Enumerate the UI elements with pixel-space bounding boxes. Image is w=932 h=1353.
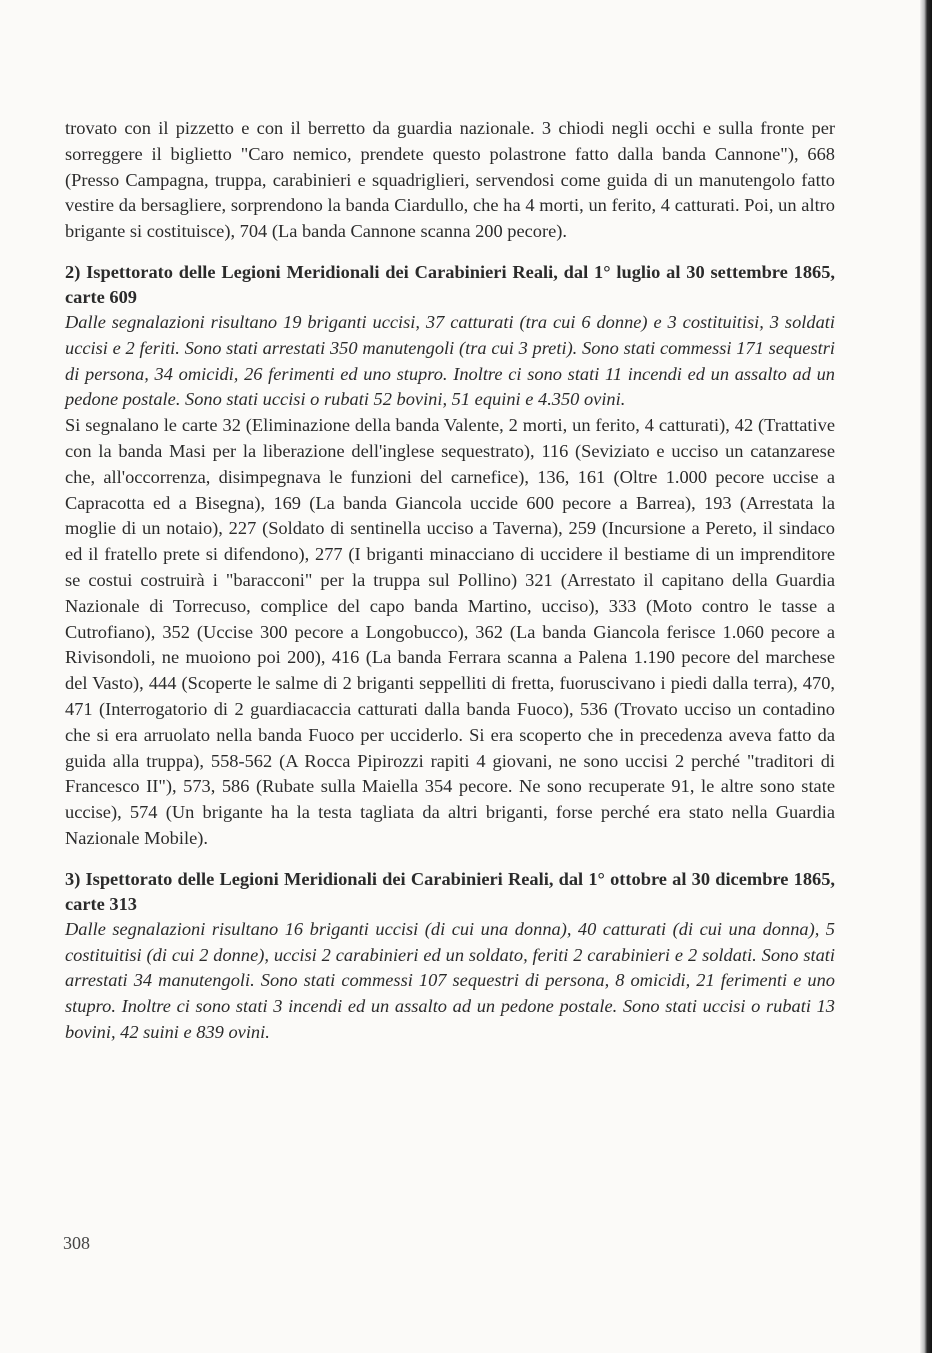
page-text xyxy=(65,116,835,1046)
section-3-summary: Dalle segnalazioni risultano 16 briganti uccisi (di cui una donna), 40 catturati (di cui una donna), 5 costituitisi (di cui 2 donne), uccisi 2 carabinieri ed un soldato, feriti 2 carabinieri e 2 soldati. Sono stati arrestati 34 manutengoli. Sono stati commessi 107 sequestri di persona, 8 omicidi, 21 ferimenti e uno stupro. Inoltre ci sono stati 3 incendi ed un assalto ad un pedone postale. Sono stati uccisi o rubati 13 bovini, 42 suini e 839 ovini. xyxy=(65,918,835,1042)
intro-paragraph: trovato con il pizzetto e con il berretto da guardia nazionale. 3 chiodi negli occhi e sulla fronte per sorreggere il biglietto "Caro nemico, prendete questo polastrone fatto dalla banda Cannone"), 668 (Presso Campagna, truppa, carabinieri e squadriglieri, servendosi come guida di un manutengolo fatto vestire da bersagliere, sorprendono la banda Ciardullo, che ha 4 morti, un ferito, 4 catturati. Poi, un altro brigante si costituisce), 704 (La banda Cannone scanna 200 pecore). xyxy=(65,118,835,242)
book-binding-shadow xyxy=(920,0,932,1353)
section-2-body: Si segnalano le carte 32 (Eliminazione della banda Valente, 2 morti, un ferito, 4 catturati), 42 (Trattative con la banda Masi per la liberazione dell'inglese sequestrato), 116 (Seviziato e ucciso un catanzarese che, all'occorrenza, disimpegnava le funzioni del carnefice), 136, 161 (Oltre 1.000 pecore uccise a Capracotta ed a Bisegna), 169 (La banda Giancola uccide 600 pecore a Barrea), 193 (Arrestata la moglie di un notaio), 227 (Soldato di sentinella ucciso a Taverna), 259 (Incursione a Pereto, il sindaco ed il fratello prete si difendono), 277 (I briganti minacciano di uccidere il bestiame di un imprenditore se costui costruirà i "baracconi" per la truppa sul Pollino) 321 (Arrestato il capitano della Guardia Nazionale di Torrecuso, complice del capo banda Martino, ucciso), 333 (Moto contro le tasse a Cutrofiano), 352 (Uccise 300 pecore a Longobucco), 362 (La banda Giancola ferisce 1.060 pecore a Rivisondoli, ne muoiono poi 200), 416 (La banda Ferrara scanna a Palena 1.190 pecore del marchese del Vasto), 444 (Scoperte le salme di 2 briganti seppelliti di fretta, fuoruscivano i piedi dalla terra), 470, 471 (Interrogatorio di 2 guardiacaccia catturati dalla banda Fuoco), 536 (Trovato ucciso un contadino che si era arruolato nella banda Fuoco per ucciderlo. Si era scoperto che in precedenza aveva fatto da guida alla truppa), 558-562 (A Rocca Pipirozzi rapiti 4 giovani, ne sono uccisi 2 perché "traditori di Francesco II"), 573, 586 (Rubate sulla Maiella 354 pecore. Ne sono recuperate 91, le altre sono state uccise), 574 (Un brigante ha la testa tagliata da altri briganti, forse perché era stato nella Guardia Nazionale Mobile). xyxy=(65,415,835,848)
section-2-summary: Dalle segnalazioni risultano 19 briganti uccisi, 37 catturati (tra cui 6 donne) e 3 costituitisi, 3 soldati uccisi e 2 feriti. Sono stati arrestati 350 manutengoli (tra cui 3 preti). Sono stati commessi 171 sequestri di persona, 34 omicidi, 26 ferimenti ed uno stupro. Inoltre ci sono stati 11 incendi ed un assalto ad un pedone postale. Sono stati uccisi o rubati 52 bovini, 51 equini e 4.350 ovini. xyxy=(65,311,835,410)
page-number: 308 xyxy=(63,1233,90,1253)
section-3-heading: 3) Ispettorato delle Legioni Meridionali dei Carabinieri Reali, dal 1° ottobre al 30 dicembre 1865, carte 313 xyxy=(65,868,835,914)
section-2-heading: 2) Ispettorato delle Legioni Meridionali dei Carabinieri Reali, dal 1° luglio al 30 settembre 1865, carte 609 xyxy=(65,261,835,307)
